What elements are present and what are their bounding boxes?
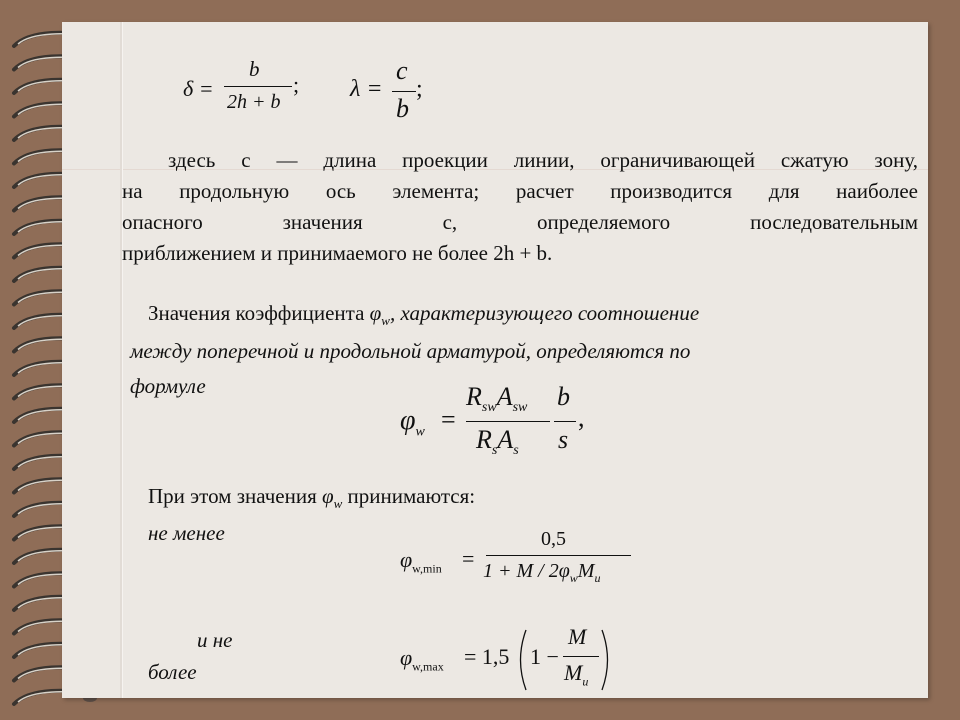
phi-max-equals: = 1,5 bbox=[464, 644, 510, 669]
paragraph2-line2: между поперечной и продольной арматурой, определяются по bbox=[130, 339, 691, 363]
phi-min-denominator: $1 + M / 2\varphi_wM_u$ bbox=[483, 560, 601, 585]
phi-min-lhs: $\varphi_{w,min}$ bbox=[400, 547, 442, 576]
delta-lhs: δ = bbox=[183, 76, 214, 101]
paragraph2-line1: Значения коэффициента $\varphi_w$, характеризующего соотношение bbox=[148, 301, 700, 329]
phi-max-lhs: $\varphi_{w,max}$ bbox=[400, 645, 444, 674]
lambda-numerator: c bbox=[396, 56, 408, 85]
phi-max-numerator: M bbox=[568, 624, 587, 649]
label-not-less: не менее bbox=[148, 521, 225, 545]
phi-formula-equals: = bbox=[441, 405, 456, 434]
phi-formula-s: s bbox=[558, 425, 569, 454]
delta-numerator: b bbox=[249, 57, 260, 81]
paragraph3: При этом значения $\varphi_w$ принимаются: bbox=[148, 484, 476, 512]
label-not-more-line1: и не bbox=[197, 628, 233, 652]
lambda-fraction-bar bbox=[392, 91, 416, 92]
phi-formula-denominator: $R_sA_s$ bbox=[476, 425, 519, 459]
lambda-lhs: λ = bbox=[350, 76, 383, 102]
delta-semicolon: ; bbox=[293, 72, 300, 97]
phi-formula-lhs: $\varphi_w$ bbox=[400, 405, 425, 440]
delta-denominator: 2h + b bbox=[227, 91, 281, 113]
phi-min-bar bbox=[486, 555, 631, 556]
phi-formula-bar1 bbox=[466, 421, 550, 422]
phi-min-numerator: 0,5 bbox=[541, 528, 566, 550]
phi-max-bar bbox=[563, 656, 599, 657]
delta-fraction-bar bbox=[224, 86, 292, 87]
page-margin-line-light bbox=[122, 22, 123, 698]
phi-formula-b: b bbox=[557, 382, 570, 411]
phi-formula-numerator: $R_{sw}A_{sw}$ bbox=[466, 382, 528, 416]
phi-max-right-paren bbox=[600, 628, 614, 692]
paragraph1-line2: на продольную ось элемента; расчет производится для наиболее bbox=[122, 179, 918, 203]
phi-max-one-minus: 1 − bbox=[530, 644, 559, 669]
paragraph1-line4: приближением и принимаемого не более 2h + b. bbox=[122, 241, 553, 265]
phi-min-equals: = bbox=[462, 546, 475, 571]
label-not-more-line2: более bbox=[148, 660, 197, 684]
phi-max-left-paren bbox=[514, 628, 528, 692]
paragraph1-line1: здесь c — длина проекции линии, ограничивающей сжатую зону, bbox=[168, 148, 918, 172]
phi-max-denominator: $M_u$ bbox=[564, 660, 589, 689]
lambda-denominator: b bbox=[396, 94, 409, 123]
phi-formula-bar2 bbox=[554, 421, 576, 422]
lambda-semicolon: ; bbox=[416, 76, 423, 102]
phi-formula-comma: , bbox=[578, 403, 585, 432]
paragraph1-line3: опасного значения c, определяемого последовательным bbox=[122, 210, 918, 234]
paragraph2-line3: формуле bbox=[130, 374, 206, 398]
